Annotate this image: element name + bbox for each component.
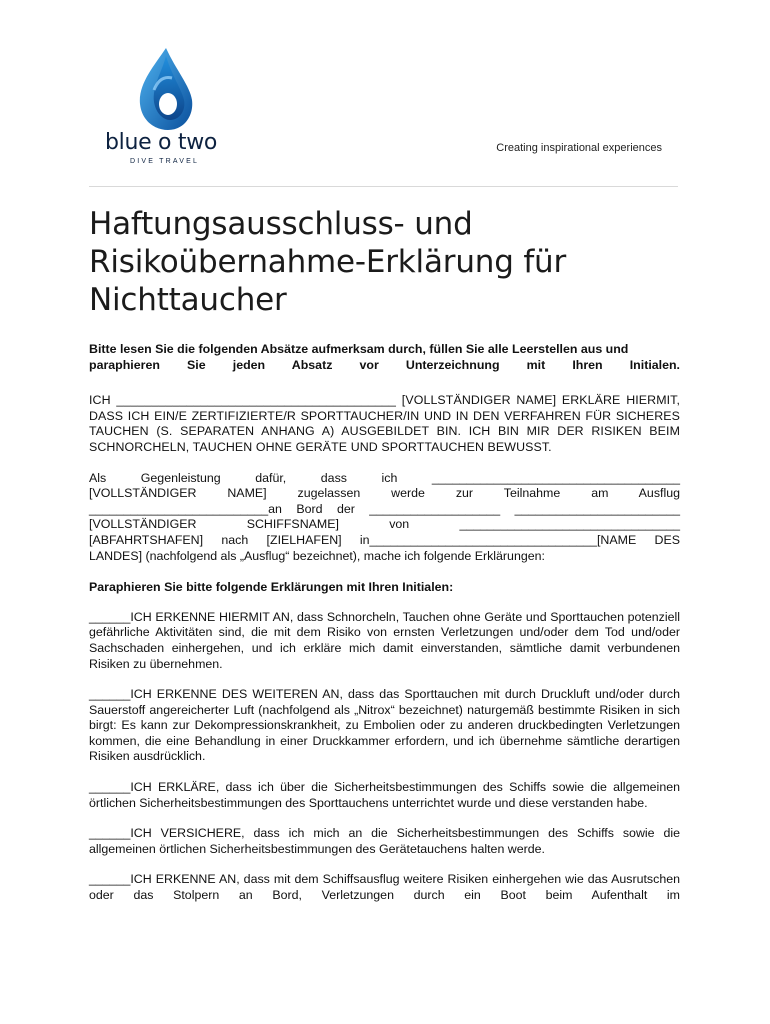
clause-5: ______ICH ERKENNE AN, dass mit dem Schiffsausflug weitere Risiken einhergehen wie das Ausrutschen oder das Stolpern an Bord, Verletzungen durch ein Boot beim Aufenthalt im bbox=[89, 872, 680, 903]
initials-heading: Paraphieren Sie bitte folgende Erklärungen mit Ihren Initialen: bbox=[89, 580, 454, 595]
consideration-line-1: Als Gegenleistung dafür, dass ich ____________________________________ bbox=[89, 470, 680, 485]
logo-subtitle: DIVE TRAVEL bbox=[130, 158, 200, 165]
consideration-line-3: __________________________an Bord der ___________________ ________________________ bbox=[89, 501, 680, 516]
header-divider bbox=[89, 186, 678, 187]
water-drop-icon bbox=[132, 46, 196, 132]
tagline: Creating inspirational experiences bbox=[496, 142, 662, 154]
consideration-line-6: LANDES] (nachfolgend als „Ausflug“ bezeichnet), mache ich folgende Erklärungen: bbox=[89, 548, 545, 563]
title-line-2: Risikoübernahme-Erklärung für bbox=[89, 244, 567, 280]
logo-wordmark: blue o two bbox=[105, 130, 218, 155]
consideration-line-2: [VOLLSTÄNDIGER NAME] zugelassen werde zur Teilnahme am Ausflug bbox=[89, 486, 680, 501]
document-body bbox=[89, 342, 680, 904]
title-line-3: Nichttaucher bbox=[89, 282, 287, 318]
consideration-paragraph bbox=[89, 471, 680, 565]
consideration-line-5: [ABFAHRTSHAFEN] nach [ZIELHAFEN] in_________________________________[NAME DES bbox=[89, 532, 680, 547]
clause-2: ______ICH ERKENNE DES WEITEREN AN, dass das Sporttauchen mit durch Druckluft und/oder durch Sauerstoff angereicherter Luft (nachfolgend als „Nitrox“ bezeichnet) naturgemäß bestimmte Risiken in sich birgt: Es kann zur Dekompressionskrankheit, zu Embolien oder zu anderen druckbedingten Verletzungen kommen, die eine Behandlung in einer Druckkammer erfordern, und ich übernehme sämtliche derartigen Risiken ausdrücklich. bbox=[89, 687, 680, 764]
declaration-paragraph: ICH ________________________________________ [VOLLSTÄNDIGER NAME] ERKLÄRE HIERMIT, DASS ICH EIN/E ZERTIFIZIERTE/R SPORTTAUCHER/IN UND IN DEN VERFAHREN FÜR SICHERES TAUCHEN (S. SEPARATEN ANHANG A) AUSGEBILDET BIN. ICH BIN MIR DER RISIKEN BEIM SCHNORCHELN, TAUCHEN OHNE GERÄTE UND SPORTTAUCHEN BEWUSST. bbox=[89, 393, 680, 454]
consideration-line-4: [VOLLSTÄNDIGER SCHIFFSNAME] von ________________________________ bbox=[89, 517, 680, 532]
title-line-1: Haftungsausschluss- und bbox=[89, 206, 473, 242]
clause-4: ______ICH VERSICHERE, dass ich mich an die Sicherheitsbestimmungen des Schiffs sowie die allgemeinen örtlichen Sicherheitsbestimmungen des Gerätetauchens halten werde. bbox=[89, 826, 680, 856]
document-title bbox=[89, 205, 689, 319]
intro-line-1: Bitte lesen Sie die folgenden Absätze aufmerksam durch, füllen Sie alle Leerstellen aus und bbox=[89, 342, 629, 356]
clause-3: ______ICH ERKLÄRE, dass ich über die Sicherheitsbestimmungen des Schiffs sowie die allgemeinen örtlichen Sicherheitsbestimmungen des Sporttauchens unterrichtet wurde und diese verstanden habe. bbox=[89, 780, 680, 810]
intro-line-2: paraphieren Sie jeden Absatz vor Unterzeichnung mit Ihren Initialen. bbox=[89, 357, 680, 372]
clause-1: ______ICH ERKENNE HIERMIT AN, dass Schnorcheln, Tauchen ohne Geräte und Sporttauchen potenziell gefährliche Aktivitäten sind, die mit dem Risiko von ernsten Verletzungen und/oder dem Tod und/oder Sachschaden einhergehen, und ich erkläre mich damit einverstanden, sämtliche damit verbundenen Risiken zu übernehmen. bbox=[89, 609, 680, 671]
